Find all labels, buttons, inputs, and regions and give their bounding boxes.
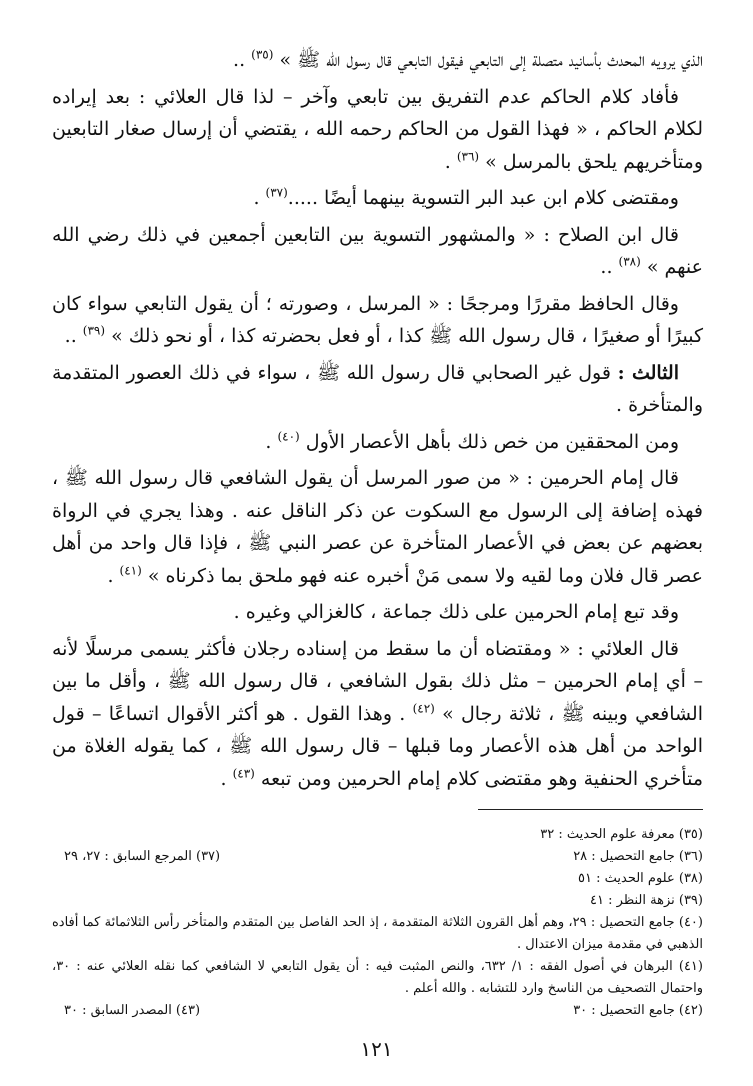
footnote-row [52,824,703,846]
footnote-43: (٤٣) المصدر السابق : ٣٠ [64,1003,201,1018]
main-text [52,44,703,795]
footnote-ref-37[interactable]: (٣٧) [265,185,288,200]
footnote-row [52,1000,703,1022]
footnote-row [52,846,703,868]
paragraph-9: وقد تبع إمام الحرمين على ذلك جماعة ، كالغزالي وغيره . [233,601,679,623]
footnote-40: (٤٠) جامع التحصيل : ٢٩، وهم أهل القرون الثلاثة المتقدمة ، إذ الحد الفاصل بين المتقدم والمتأخر رأس الثلاثمائة كما أفاده الذهبي في مقدمة ميزان الاعتدال . [52,915,703,952]
footnote-36: (٣٦) جامع التحصيل : ٢٨ [573,849,703,864]
footnote-35: (٣٥) معرفة علوم الحديث : ٣٢ [540,827,703,842]
page-number: ١٢١ [360,1037,393,1061]
footnote-ref-42[interactable]: (٤٢) [412,701,435,716]
footnote-row [52,890,703,912]
paragraph-3: ومقتضى كلام ابن عبد البر التسوية بينهما أيضًا .....$^{(٣٧)}$ . [253,185,679,209]
footnote-37: (٣٧) المرجع السابق : ٢٧، ٢٩ [64,849,221,864]
paragraph-2: فأفاد كلام الحاكم عدم التفريق بين تابعي وآخر – لذا قال العلائي : بعد إيراده لكلام الحاكم ، « فهذا القول من الحاكم رحمه الله ، يقتضي أن إرسال صغار التابعين ومتأخريهم يلحق بالمرسل » $^{(٣٦)}$ . [52,85,703,173]
footnote-38: (٣٨) علوم الحديث : ٥١ [578,871,703,886]
paragraph-10: قال العلائي : « ومقتضاه أن ما سقط من إسناده رجلان فأكثر يسمى مرسلًا لأنه – أي إمام الحرمين – مثل ذلك بقول الشافعي ، قال رسول الله ﷺ ، وأقل ما بين الشافعي وبينه ﷺ ، ثلاثة رجال » $^{(٤٢)}$ . وهذا القول . هو أكثر الأقوال اتساعًا – قول الواحد من أهل هذه الأعصار وما قبلها – قال رسول الله ﷺ ، كما يقوله الغلاة من متأخري الحنفية وهو مقتضى كلام إمام الحرمين ومن تبعه $^{(٤٣)}$ . [52,637,703,790]
footnote-ref-43[interactable]: (٤٣) [232,766,255,781]
footnote-ref-36[interactable]: (٣٦) [456,149,480,164]
footnote-ref-41[interactable]: (٤١) [119,563,142,578]
footnote-ref-35[interactable]: (٣٥) [251,47,274,62]
paragraph-1: الذي يرويه المحدث بأسانيد متصلة إلى التابعي فيقول التابعي قال رسول الله ﷺ » $^{(٣٥)}$ .. [233,47,703,71]
footnote-ref-39[interactable]: (٣٩) [82,323,106,338]
footnote-row [52,868,703,890]
footnote-ref-38[interactable]: (٣٨) [618,254,641,269]
footnote-ref-40[interactable]: (٤٠) [277,429,300,444]
paragraph-4: قال ابن الصلاح : « والمشهور التسوية بين التابعين أجمعين في ذلك رضي الله عنهم » $^{(٣٨)}$ .. [52,223,703,278]
footnote-divider [478,809,703,810]
footnote-41: (٤١) البرهان في أصول الفقه : ١/ ٦٣٢، والنص المثبت فيه : أن يقول التابعي لا الشافعي كما نقله العلائي عنه : ٣٠، واحتمال التصحيف من الناسخ وارد للتشابه . والله أعلم . [52,959,703,996]
paragraph-6: الثالث : قول غير الصحابي قال رسول الله ﷺ ، سواء في ذلك العصور المتقدمة والمتأخرة . [52,361,703,416]
footnote-39: (٣٩) نزهة النظر : ٤١ [590,893,703,908]
footnote-42: (٤٢) جامع التحصيل : ٣٠ [573,1003,703,1018]
paragraph-7: ومن المحققين من خص ذلك بأهل الأعصار الأول $^{(٤٠)}$ . [265,429,679,453]
footnotes [52,824,703,1022]
paragraph-5: وقال الحافظ مقررًا ومرجحًا : « المرسل ، وصورته ؛ أن يقول التابعي سواء كان كبيرًا أو صغيرًا ، قال رسول الله ﷺ كذا ، أو فعل بحضرته كذا ، أو نحو ذلك » $^{(٣٩)}$ .. [52,292,703,347]
paragraph-8: قال إمام الحرمين : « من صور المرسل أن يقول الشافعي قال رسول الله ﷺ ، فهذه إضافة إلى الرسول مع السكوت عن ذكر الناقل عنه . وهذا يجري في الرواة بعضهم عن بعض في الأعصار المتأخرة عن عصر النبي ﷺ ، فإذا قال واحد من أهل عصر قال فلان وما لقيه ولا سمى مَنْ أخبره عنه فهو ملحق بما ذكرناه » $^{(٤١)}$ . [52,467,703,587]
section-lead: الثالث : [617,361,679,384]
